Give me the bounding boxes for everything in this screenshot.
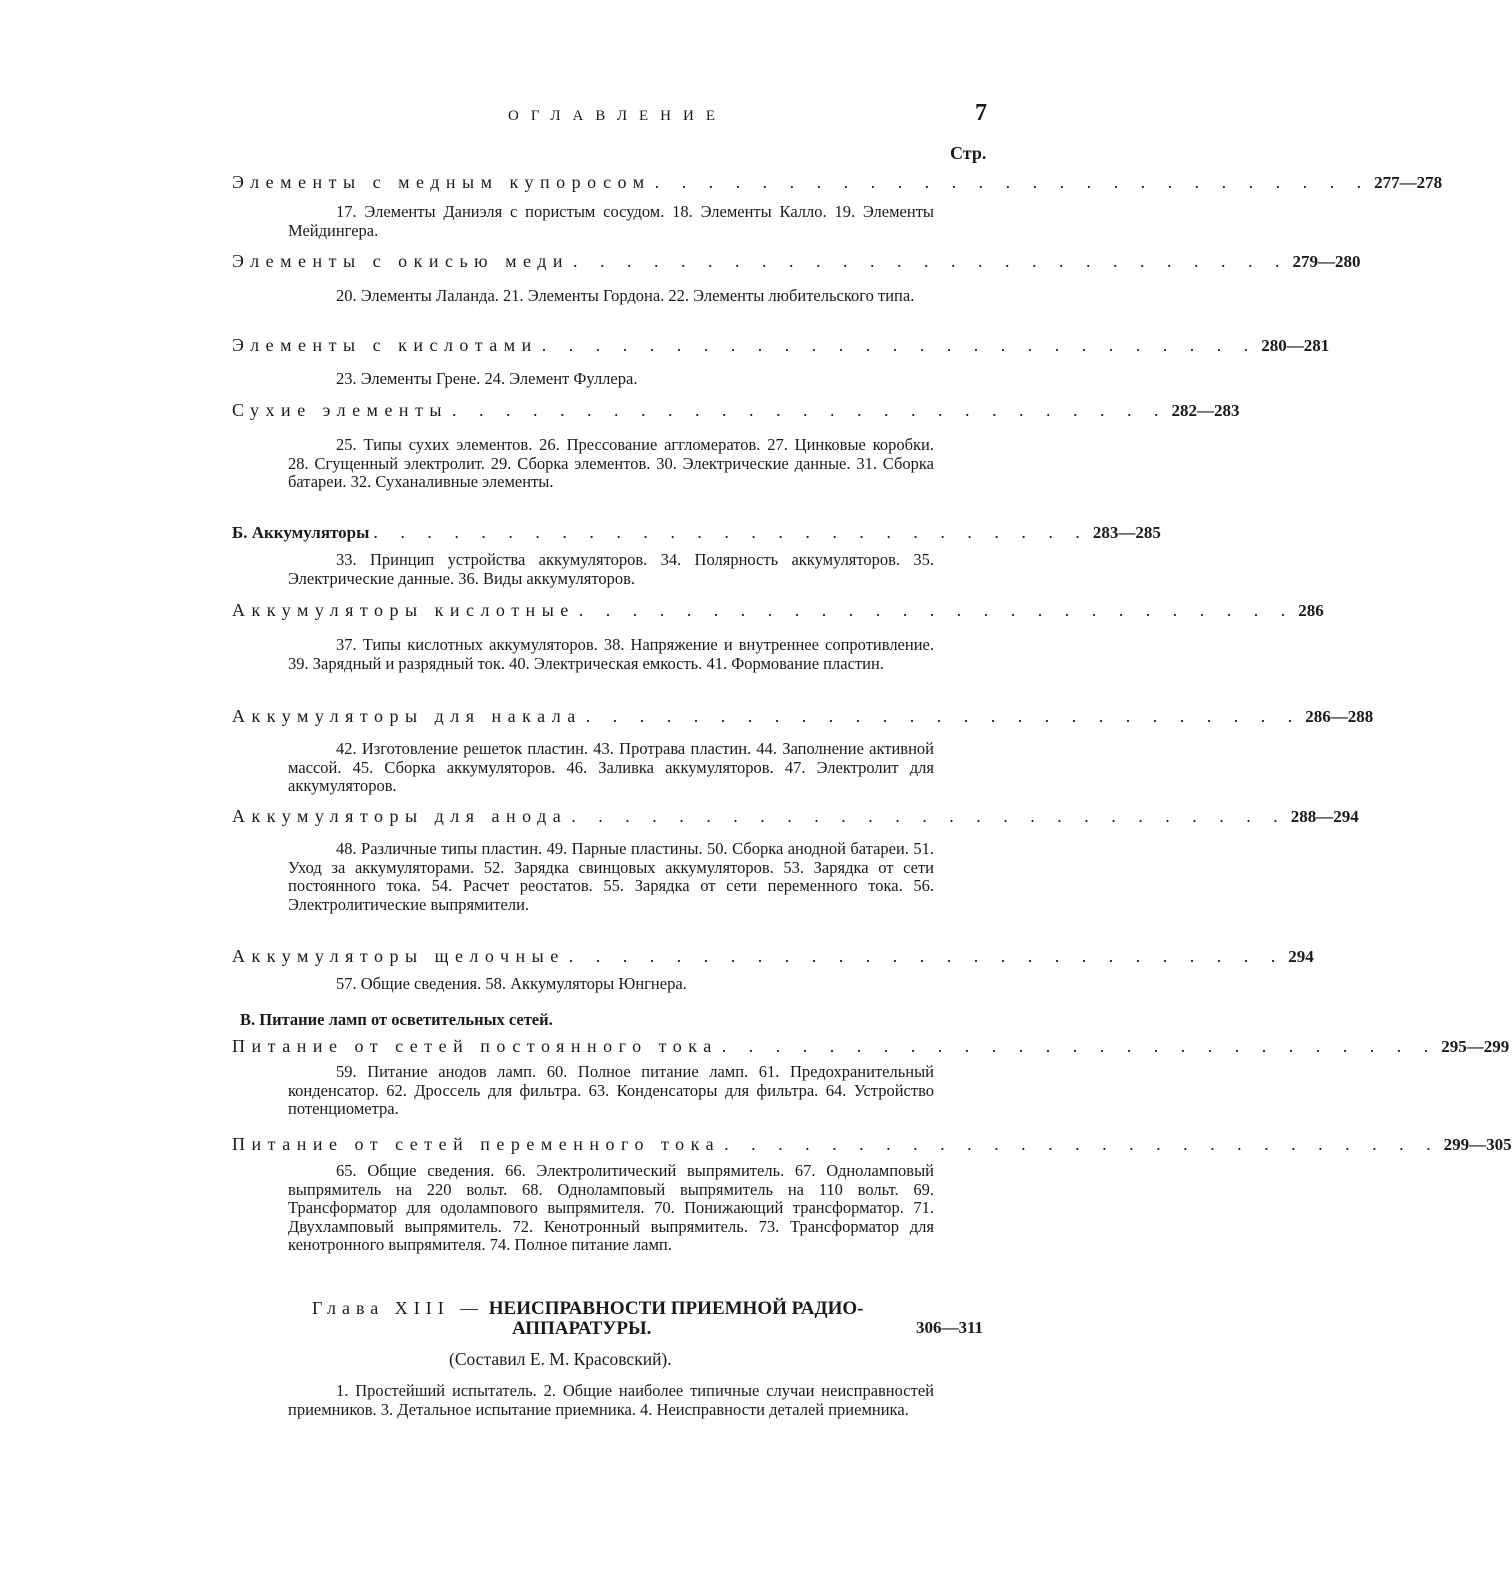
dot-leader: . . . . . . . . . . . . . . . . . . . . . . . . . . . [721, 1036, 1438, 1056]
dot-leader: . . . . . . . . . . . . . . . . . . . . . . . . . . . [654, 172, 1371, 192]
chapter-lead: Глава XIII — [312, 1298, 485, 1318]
toc-entry-pages: 295—299 [1441, 1037, 1510, 1056]
toc-entry-title: Сухие элементы [232, 400, 449, 420]
toc-entry-title: Элементы с окисью меди [232, 251, 570, 271]
dot-leader: . . . . . . . . . . . . . . . . . . . . . . . . . . . [568, 946, 1285, 966]
toc-entry-title: Питание от сетей постоянного тока [232, 1036, 718, 1056]
dot-leader: . . . . . . . . . . . . . . . . . . . . . . . . . . . [724, 1134, 1440, 1154]
toc-entry-body: 48. Различные типы пластин. 49. Парные пластины. 50. Сборка анодной батареи. 51. Уход за аккумуляторами. 52. Зарядка свинцовых аккумуляторов. 53. Зарядка от сети постоянного тока. 54. Расчет реостатов. 55. Зарядка от сети переменного тока. 56. Электролитические выпрямители. [288, 839, 934, 914]
toc-entry[interactable] [232, 1036, 1510, 1060]
dot-leader: . . . . . . . . . . . . . . . . . . . . . . . . . . . [373, 522, 1089, 542]
dot-leader: . . . . . . . . . . . . . . . . . . . . . . . . . . . [585, 706, 1302, 726]
pages-column-label: Стр. [950, 143, 987, 163]
chapter-title-line2: АППАРАТУРЫ. [512, 1318, 652, 1339]
toc-entry-pages: 299—305 [1443, 1135, 1512, 1154]
toc-entry[interactable] [232, 172, 1443, 196]
dot-leader: . . . . . . . . . . . . . . . . . . . . . . . . . . . [452, 400, 1168, 420]
toc-entry-body: 42. Изготовление решеток пластин. 43. Протрава пластин. 44. Заполнение активной массой. 45. Сборка аккумуляторов. 46. Заливка аккумуляторов. 47. Электролит для аккумуляторов. [288, 739, 934, 796]
toc-entry-body: 20. Элементы Лаланда. 21. Элементы Гордона. 22. Элементы любительского типа. [336, 286, 915, 305]
toc-entry[interactable] [232, 946, 1314, 970]
chapter-heading[interactable] [312, 1298, 1012, 1339]
chapter-heading-line1 [312, 1298, 1012, 1320]
toc-entry-title: Элементы с медным купоросом [232, 172, 651, 192]
toc-entry[interactable] [232, 251, 1361, 275]
toc-entry-body: 33. Принцип устройства аккумуляторов. 34. Полярность аккумуляторов. 35. Электрические данные. 36. Виды аккумуляторов. [288, 550, 934, 588]
toc-entry-title: Аккумуляторы для анода [232, 806, 568, 826]
toc-entry-body: 65. Общие сведения. 66. Электролитический выпрямитель. 67. Одноламповый выпрямитель на 220 вольт. 68. Одноламповый выпрямитель на 110 вольт. 69. Трансформатор для одолампового выпрямителя. 70. Понижающий трансформатор. 71. Двухламповый выпрямитель. 72. Кенотронный выпрямитель. 73. Трансформатор для кенотронного выпрямителя. 74. Полное питание ламп. [288, 1161, 934, 1255]
toc-entry-title: Аккумуляторы щелочные [232, 946, 565, 966]
dot-leader: . . . . . . . . . . . . . . . . . . . . . . . . . . . [571, 806, 1287, 826]
running-title: ОГЛАВЛЕНИЕ [508, 108, 727, 124]
chapter-pages: 306—311 [916, 1318, 984, 1337]
chapter-compiler: (Составил Е. М. Красовский). [449, 1349, 672, 1369]
toc-entry[interactable] [232, 522, 1161, 546]
toc-entry-pages: 286 [1298, 601, 1324, 620]
toc-entry[interactable] [232, 806, 1359, 830]
page-number: 7 [975, 100, 987, 126]
toc-entry-pages: 282—283 [1171, 401, 1240, 420]
toc-entry-body: 57. Общие сведения. 58. Аккумуляторы Юнгнера. [336, 974, 687, 993]
running-head [0, 100, 1163, 136]
toc-entry-body: 23. Элементы Грене. 24. Элемент Фуллера. [336, 369, 638, 388]
toc-entry[interactable] [232, 400, 1240, 424]
chapter-title-line1: НЕИСПРАВНОСТИ ПРИЕМНОЙ РАДИО- [488, 1298, 864, 1319]
toc-entry-pages: 286—288 [1305, 707, 1374, 726]
toc-entry-body: 25. Типы сухих элементов. 26. Прессование аггломератов. 27. Цинковые коробки. 28. Сгущенный электролит. 29. Сборка элементов. 30. Электрические данные. 31. Сборка батареи. 32. Суханаливные элементы. [288, 435, 934, 492]
dot-leader: . . . . . . . . . . . . . . . . . . . . . . . . . . . [541, 335, 1258, 355]
toc-entry-title: Аккумуляторы кислотные [232, 600, 575, 620]
toc-entry-title: Питание от сетей переменного тока [232, 1134, 721, 1154]
part-heading: В. Питание ламп от осветительных сетей. [240, 1010, 553, 1029]
toc-entry-pages: 280—281 [1261, 336, 1330, 355]
dot-leader: . . . . . . . . . . . . . . . . . . . . . . . . . . . [578, 600, 1295, 620]
toc-entry-body: 59. Питание анодов ламп. 60. Полное питание ламп. 61. Предохранительный конденсатор. 62. Дроссель для фильтра. 63. Конденсаторы для фильтра. 64. Устройство потенциометра. [288, 1062, 934, 1119]
toc-entry-pages: 277—278 [1374, 173, 1443, 192]
toc-entry-pages: 294 [1288, 947, 1314, 966]
toc-entry[interactable] [232, 706, 1374, 730]
toc-entry-title: Аккумуляторы для накала [232, 706, 582, 726]
toc-entry[interactable] [232, 1134, 1512, 1158]
toc-entry-pages: 279—280 [1292, 252, 1361, 271]
toc-entry-pages: 283—285 [1092, 523, 1161, 542]
toc-entry-body: 17. Элементы Даниэля с пористым сосудом. 18. Элементы Калло. 19. Элементы Мейдингера. [288, 202, 934, 240]
toc-entry-title: Элементы с кислотами [232, 335, 538, 355]
toc-entry-body: 37. Типы кислотных аккумуляторов. 38. Напряжение и внутреннее сопротивление. 39. Зарядный и разрядный ток. 40. Электрическая емкость. 41. Формование пластин. [288, 635, 934, 673]
toc-entry-pages: 288—294 [1290, 807, 1359, 826]
dot-leader: . . . . . . . . . . . . . . . . . . . . . . . . . . . [573, 251, 1289, 271]
toc-entry-title: Б. Аккумуляторы [232, 523, 370, 542]
toc-entry[interactable] [232, 335, 1330, 359]
toc-entry[interactable] [232, 600, 1324, 624]
chapter-body: 1. Простейший испытатель. 2. Общие наиболее типичные случаи неисправностей приемников. 3. Детальное испытание приемника. 4. Неисправности деталей приемника. [288, 1381, 934, 1419]
